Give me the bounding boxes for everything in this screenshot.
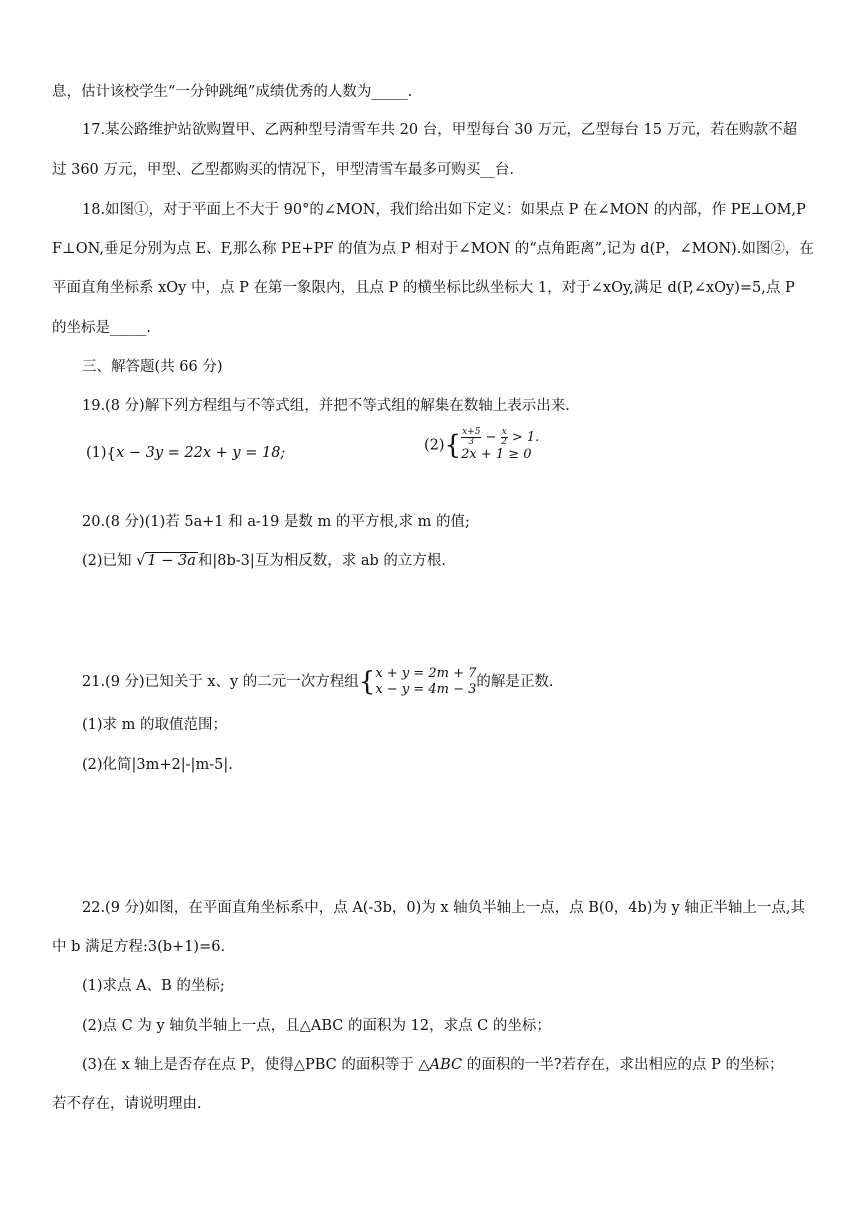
q19-frac1: $\frac{x+5}{3}$ [462,427,481,447]
q19-part2-line2: 2x + 1 ≥ 0 [461,447,532,462]
sqrt-sign: √ [136,553,146,569]
q19-part1-label: (1) [86,445,107,461]
q18-line1: 18.如图①，对于平面上不大于 90°的∠MON，我们给出如下定义：如果点 P 在∠MON 的内部，作 PE⊥OM,P [82,202,806,218]
q18-line3: 平面直角坐标系 xOy 中，点 P 在第一象限内，且点 P 的横坐标比纵坐标大 1，对于∠xOy,满足 d(P,∠xOy)=5,点 P [52,280,795,296]
q19-stem: 19.(8 分)解下列方程组与不等式组，并把不等式组的解集在数轴上表示出来. [82,398,570,414]
q21-part1: (1)求 m 的取值范围； [82,717,228,733]
q20-part2-suffix: 和|8b-3|互为相反数，求 ab 的立方根. [197,553,447,569]
q22-line2: 中 b 满足方程:3(b+1)=6. [52,939,226,955]
q18-line4: 的坐标是_____. [52,320,151,336]
q19-part2-brace: { [444,430,462,461]
triangle-abc-math: △ABC [418,1057,463,1073]
q19-part1-brace: { [106,444,117,462]
q19-part1-expr: x − 3y = 22x + y = 18; [116,445,286,461]
q19-part2 [424,428,539,463]
q16-continuation: 息，估计该校学生“一分钟跳绳”成绩优秀的人数为_____. [52,84,413,100]
q21-part2: (2)化简|3m+2|-|m-5|. [82,757,233,773]
q22-part2: (2)点 C 为 y 轴负半轴上一点，且△ABC 的面积为 12，求点 C 的坐标； [82,1018,551,1034]
q20-part2-prefix: (2)已知 [82,553,137,569]
q22-part1: (1)求点 A、B 的坐标; [82,978,225,994]
q21-system: x + y = 2m + 7 x − y = 4m − 3 [375,666,477,697]
q22-part3: (3)在 x 轴上是否存在点 P，使得△PBC 的面积等于 △ABC 的面积的一半?若存在，求出相应的点 P 的坐标； [82,1057,784,1073]
q21-brace: { [358,667,376,697]
section-3-heading: 三、解答题(共 66 分) [82,359,223,375]
q19-part2-label: (2) [424,437,445,454]
q21-stem [82,666,553,698]
q19-part1 [86,440,285,466]
q17-line1: 17.某公路维护站欲购置甲、乙两种型号清雪车共 20 台，甲型每台 30 万元，乙型每台 15 万元，若在购款不超 [82,122,798,138]
q17-line2: 过 360 万元，甲型、乙型都购买的情况下，甲型清雪车最多可购买__台. [52,162,515,178]
q21-stem-prefix: 21.(9 分)已知关于 x、y 的二元一次方程组 [82,674,359,690]
q19-part2-system: $\frac{x+5}{3}$ − $\frac{x}{2}$ > 1. 2x + 1 ≥ 0 [461,427,540,462]
q20-part1: 20.(8 分)(1)若 5a+1 和 a-19 是数 m 的平方根,求 m 的值; [82,514,470,530]
q20-part2 [82,551,446,571]
q22-line1: 22.(9 分)如图，在平面直角坐标系中，点 A(-3b，0)为 x 轴负半轴上一点，点 B(0，4b)为 y 轴正半轴上一点,其 [82,900,805,916]
q22-part3-cont: 若不存在，请说明理由. [52,1096,202,1112]
q20-sqrt-expr: √ 1 − 3a [136,553,196,569]
q21-stem-suffix: 的解是正数. [476,674,554,690]
q19-frac2: $\frac{x}{2}$ [501,427,508,447]
q18-line2: F⊥ON,垂足分别为点 E、F,那么称 PE+PF 的值为点 P 相对于∠MON 的“点角距离”,记为 d(P，∠MON).如图②，在 [52,241,814,257]
